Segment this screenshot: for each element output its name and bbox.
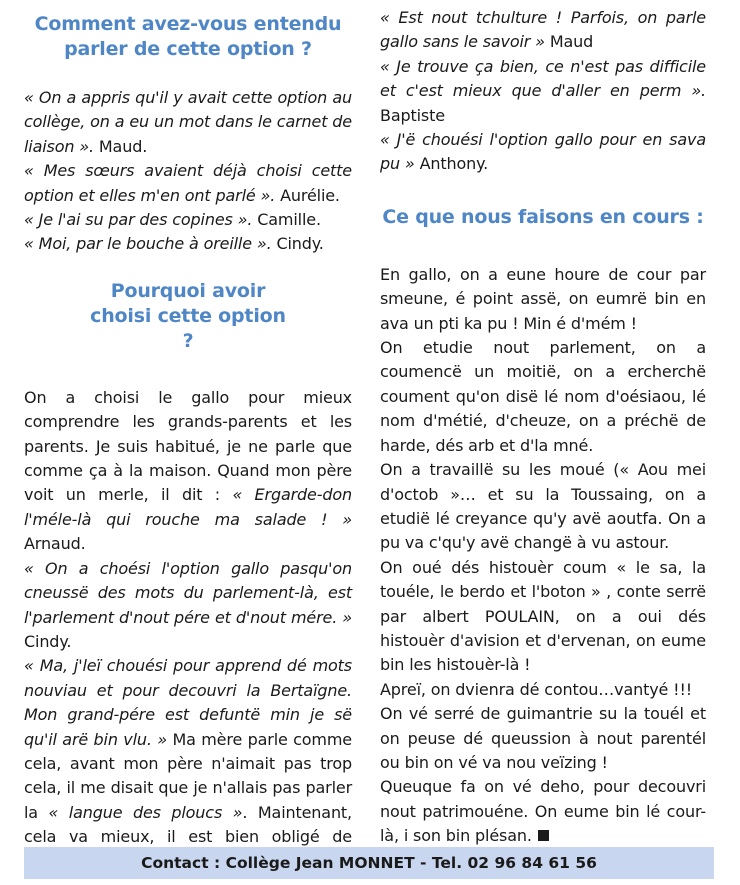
- quote-aurelie: « Mes sœurs avaient déjà choisi cette option et elles m'en ont parlé ». Aurélie.: [24, 161, 352, 205]
- class-paragraph: On oué dés histouèr coum « le sa, la touéle, le berdo et l'boton » , conte serrë par albert POULAIN, on a oui dés histouèr d'avision et d'ervenan, on eume bin les histouèr-là !: [380, 557, 706, 675]
- class-paragraph: Apreï, on dvienra dé contou…vantyé !!!: [380, 679, 692, 699]
- class-paragraph: On a travaillë su les moué (« Aou mei d'octob »… et su la Toussaing, on a etudië lé creyance qu'y avë aoutfa. On a pu va c'qu'y avë changë à vu astour.: [380, 460, 706, 553]
- quote-baptiste: « Je trouve ça bien, ce n'est pas difficile et c'est mieux que d'aller en perm ». Baptiste: [380, 56, 706, 125]
- contact-banner: Contact : Collège Jean MONNET - Tel. 02 96 84 61 56: [24, 847, 714, 879]
- end-square-icon: [538, 830, 549, 841]
- right-column: [380, 0, 706, 849]
- quote-maud: « On a appris qu'il y avait cette option au collège, on a eu un mot dans le carnet de liaison ». Maud.: [24, 88, 352, 156]
- quote-camille: « Je l'ai su par des copines ». Camille.: [24, 210, 321, 230]
- paragraph-cindy: « On a choési l'option gallo pasqu'on cneussë des mots du parlement-là, est l'parlement d'nout pére et d'nout mére. » Cindy.: [24, 558, 352, 651]
- quote-anthony: « J'ë chouési l'option gallo pour en sava pu » Anthony.: [380, 130, 706, 174]
- paragraph-arnaud: On a choisi le gallo pour mieux comprendre les grands-parents et les parents. Je suis habitué, je ne parle que comme ça à la maison. Quand mon père voit un merle, il dit : « Ergarde-don l'méle-là qui rouche ma salade ! » Arnaud.: [24, 387, 352, 554]
- paragraph-celestin: « Ma, j'leï chouési pour apprend dé mots nouviau et pour decouvri la Bertaïgne. Mon grand-pére est defuntë min je së qu'il arë bin vlu. » Ma mère parle comme cela, avant mon père n'aimait pas trop cela, il me disait que je n'allais pas parler la « langue des ploucs ». Maintenant, cela va mieux, il est bien obligé de: [24, 656, 352, 847]
- class-paragraph: On etudie nout parlement, on a coumencë un moitië, on a ercherchë coument qu'on disë lé nom d'oésiaou, lé nom d'métié, d'cheuze, on a préchë de harde, dés arb et d'la mné.: [380, 338, 706, 455]
- class-paragraph: On vé serré de guimantrie su la touél et on peuse dé queussion à nout parentél ou bin on vé va nou veïzing !: [380, 704, 706, 772]
- left-column: [24, 0, 352, 874]
- quote-cindy: « Moi, par le bouche à oreille ». Cindy.: [24, 234, 324, 254]
- heading-how-heard: Comment avez-vous entendu parler de cette option ?: [34, 13, 342, 60]
- class-description: [380, 263, 706, 849]
- class-paragraph: En gallo, on a eune houre de cour par smeune, é point assë, on eumrë bin en ava un pti ka pu ! Min é d'mém !: [380, 264, 706, 333]
- heading-in-class: Ce que nous faisons en cours :: [382, 205, 704, 228]
- class-paragraph-last: Queuque fa on vé deho, pour decouvri nout patrimouéne. On eume bin lé cour-là, i son bin plésan.: [380, 777, 706, 846]
- heading-why-chosen: Pourquoi avoir choisi cette option ?: [90, 279, 286, 352]
- quote-maud-right: « Est nout tchulture ! Parfois, on parle gallo sans le savoir » Maud: [380, 8, 706, 52]
